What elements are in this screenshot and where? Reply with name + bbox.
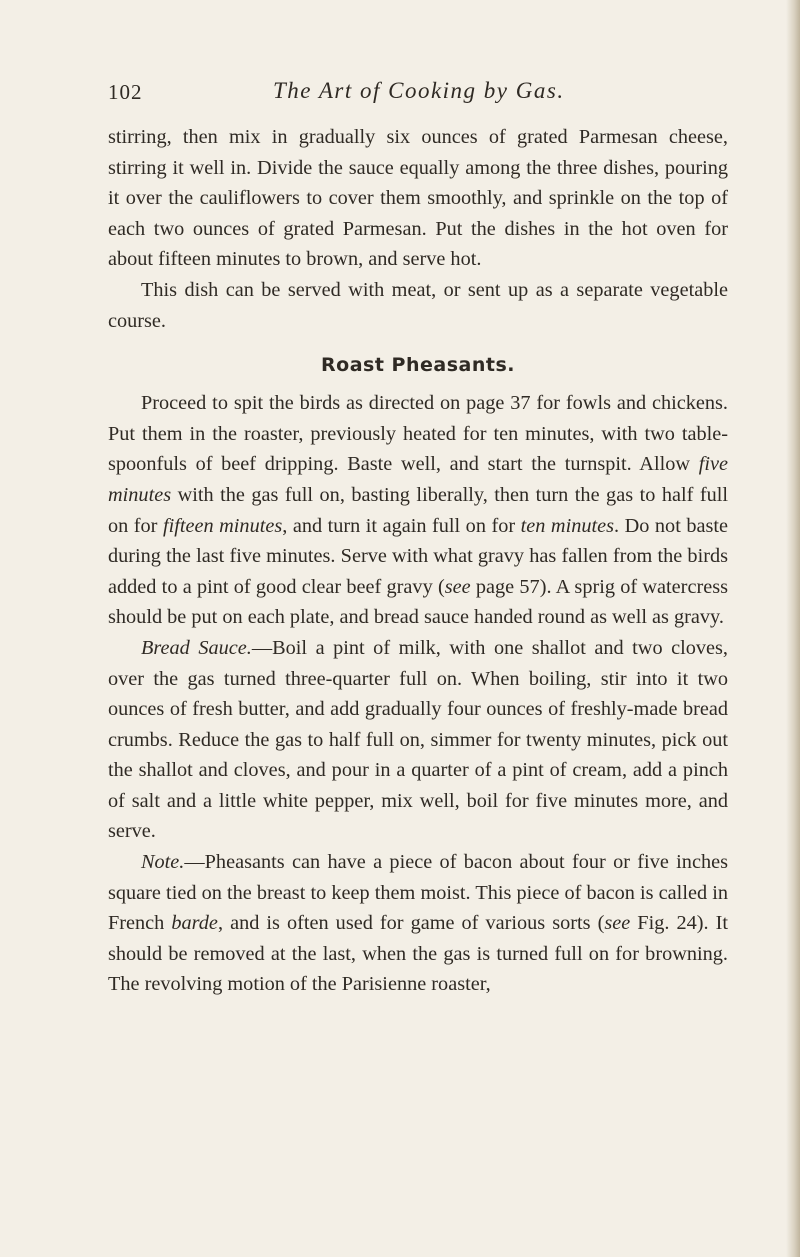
paragraph-bread-sauce: Bread Sauce.—Boil a pint of milk, with one shallot and two cloves, over the gas turned three-quarter full on. When boiling, stir into it two ounces of fresh butter, and add gradually four ounces of freshly-made bread crumbs. Reduce the gas to half full on, simmer for twenty minutes, pick out the shallot and cloves, and pour in a quarter of a pint of cream, add a pinch of salt and a little white pepper, mix well, boil for five minutes more, and serve. <box>108 636 728 843</box>
paragraph-note: Note.—Pheasants can have a piece of bacon about four or five inches square tied on the breast to keep them moist. This piece of bacon is called in French barde, and is often used for game of various sorts (see Fig. 24). It should be removed at the last, when the gas is turned full on for browning. The revolving motion of the Parisienne roaster, <box>108 851 728 996</box>
running-title: The Art of Cooking by Gas. <box>273 78 565 103</box>
bread-sauce-label: Bread Sauce. <box>141 636 252 659</box>
paragraph-serving-note: This dish can be served with meat, or sent up as a separate vegetable course. <box>108 278 728 332</box>
paragraph-continued: stirring, then mix in gradually six ounces of grated Parmesan cheese, stirring it well in. Divide the sauce equally among the three dishes, pouring it over the cauliflowers to cover them smoothly, and sprinkle on the top of each two ounces of grated Parmesan. Put the dishes in the hot oven for about fifteen minutes to brown, and serve hot. <box>108 126 728 271</box>
paragraph-roasting-method: Proceed to spit the birds as directed on page 37 for fowls and chickens. Put them in the roaster, previously heated for ten minutes, with two table-spoonfuls of beef dripping. Baste well, and start the turnspit. Allow five minutes with the gas full on, basting liberally, then turn the gas to half full on for fifteen minutes, and turn it again full on for ten minutes. Do not baste during the last five minutes. Serve with what gravy has fallen from the birds added to a pint of good clear beef gravy (see page 57). A sprig of watercress should be put on each plate, and bread sauce handed round as well as gravy. <box>108 392 729 629</box>
section-heading-roast-pheasants: Roast Pheasants. <box>321 354 515 377</box>
page-number: 102 <box>108 80 143 104</box>
page-edge-shadow <box>786 0 800 1257</box>
note-label: Note. <box>141 851 185 874</box>
running-head <box>108 80 728 110</box>
body-text <box>108 122 728 1000</box>
